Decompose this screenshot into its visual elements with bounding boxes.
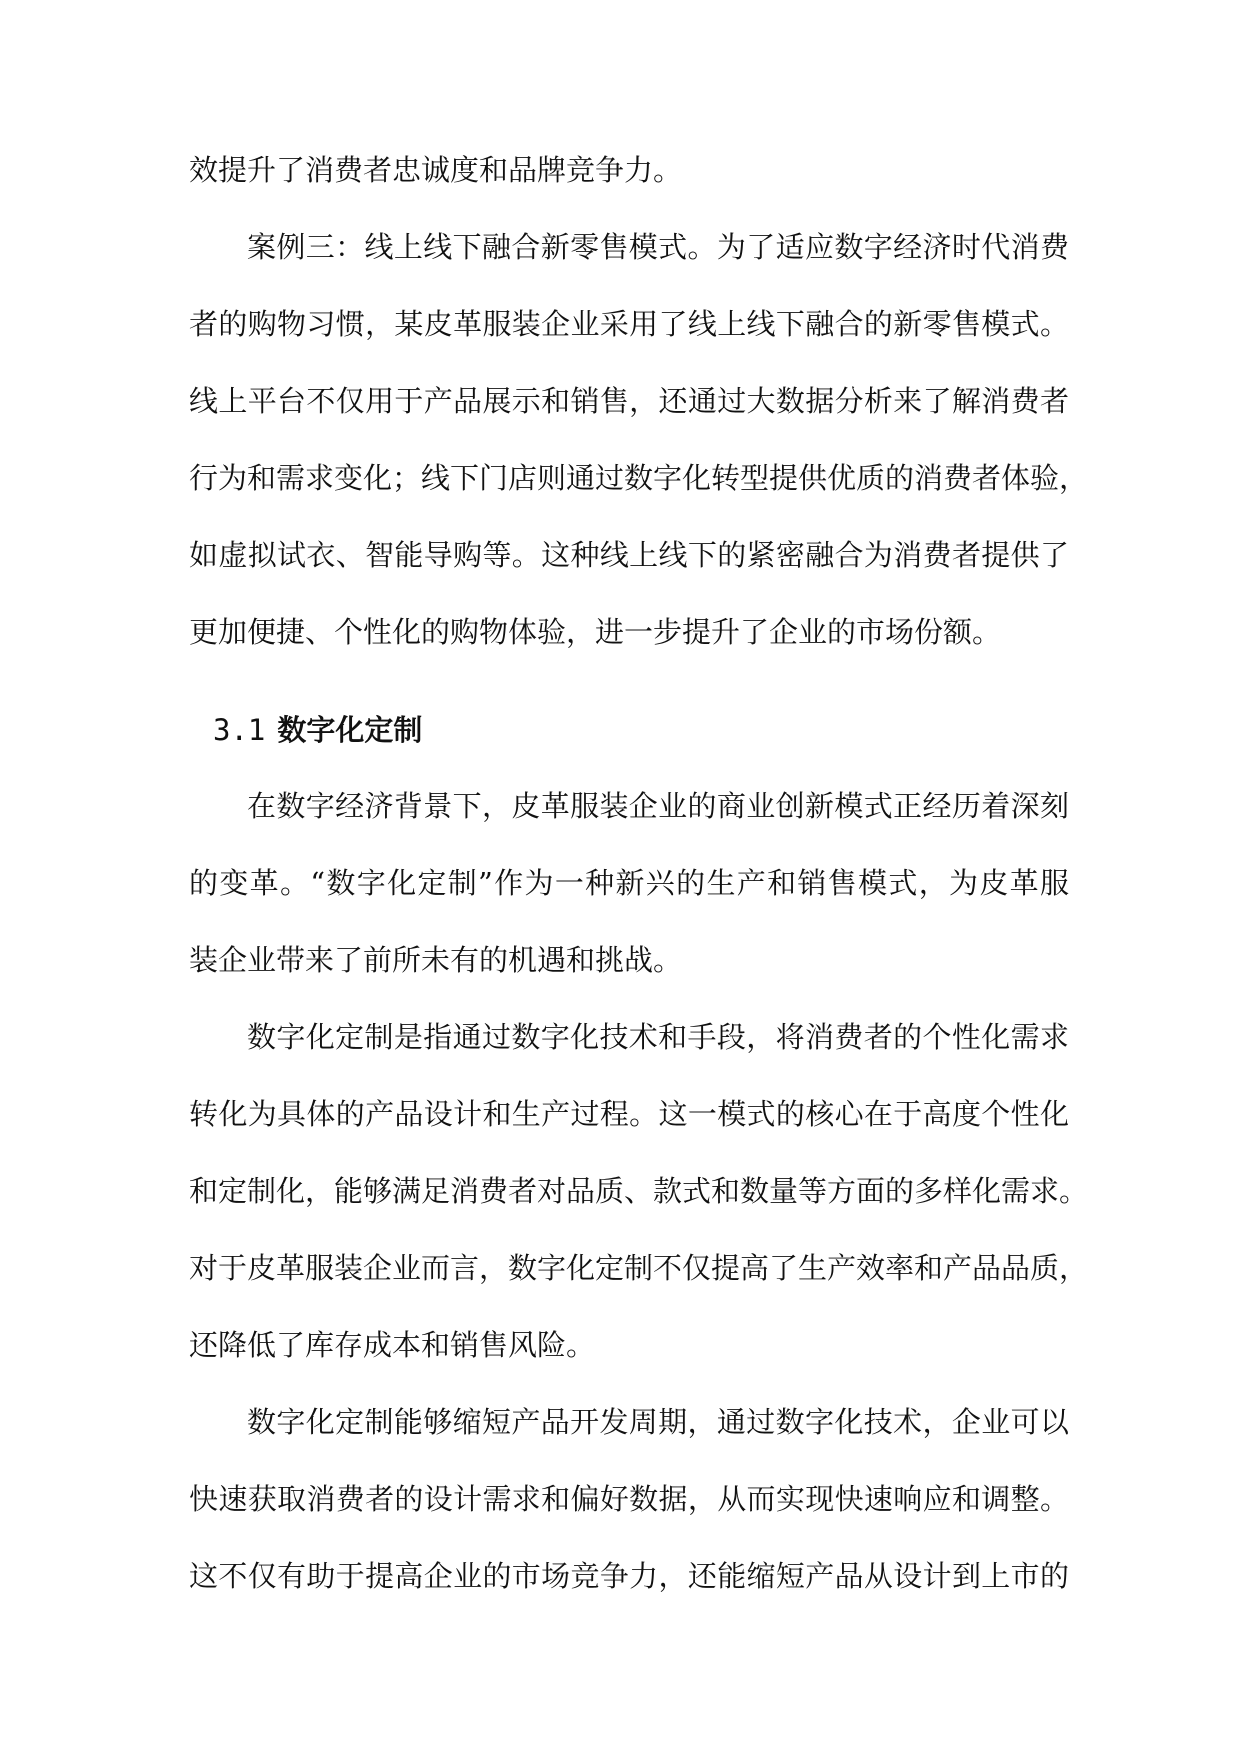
paragraph-line: 和定制化，能够满足消费者对品质、款式和数量等方面的多样化需求。 <box>189 1174 1089 1208</box>
paragraph-line: 效提升了消费者忠诚度和品牌竞争力。 <box>189 153 683 187</box>
paragraph-line: 对于皮革服装企业而言，数字化定制不仅提高了生产效率和产品品质， <box>189 1251 1089 1285</box>
paragraph-line: 转化为具体的产品设计和生产过程。这一模式的核心在于高度个性化 <box>189 1097 1069 1131</box>
paragraph-line: 行为和需求变化；线下门店则通过数字化转型提供优质的消费者体验， <box>189 461 1089 495</box>
paragraph-line: 更加便捷、个性化的购物体验，进一步提升了企业的市场份额。 <box>189 615 1002 649</box>
paragraph-line: 还降低了库存成本和销售风险。 <box>189 1328 596 1362</box>
paragraph-line: 如虚拟试衣、智能导购等。这种线上线下的紧密融合为消费者提供了 <box>189 538 1069 572</box>
paragraph-line: 在数字经济背景下，皮革服装企业的商业创新模式正经历着深刻 <box>247 789 1069 823</box>
paragraph-line: 数字化定制是指通过数字化技术和手段，将消费者的个性化需求 <box>247 1020 1069 1054</box>
paragraph-line: 线上平台不仅用于产品展示和销售，还通过大数据分析来了解消费者 <box>189 384 1069 418</box>
paragraph-line: 的变革。“数字化定制”作为一种新兴的生产和销售模式，为皮革服 <box>189 866 1069 900</box>
paragraph-line: 者的购物习惯，某皮革服装企业采用了线上线下融合的新零售模式。 <box>189 307 1069 341</box>
section-heading <box>213 710 422 750</box>
section-title: 数字化定制 <box>277 713 423 747</box>
paragraph-line: 数字化定制能够缩短产品开发周期，通过数字化技术，企业可以 <box>247 1405 1069 1439</box>
paragraph-line: 装企业带来了前所未有的机遇和挑战。 <box>189 943 683 977</box>
paragraph-line: 这不仅有助于提高企业的市场竞争力，还能缩短产品从设计到上市的 <box>189 1559 1069 1593</box>
paragraph-line: 案例三：线上线下融合新零售模式。为了适应数字经济时代消费 <box>247 230 1069 264</box>
section-number: 3.1 <box>213 713 266 747</box>
paragraph-line: 快速获取消费者的设计需求和偏好数据，从而实现快速响应和调整。 <box>189 1482 1069 1516</box>
